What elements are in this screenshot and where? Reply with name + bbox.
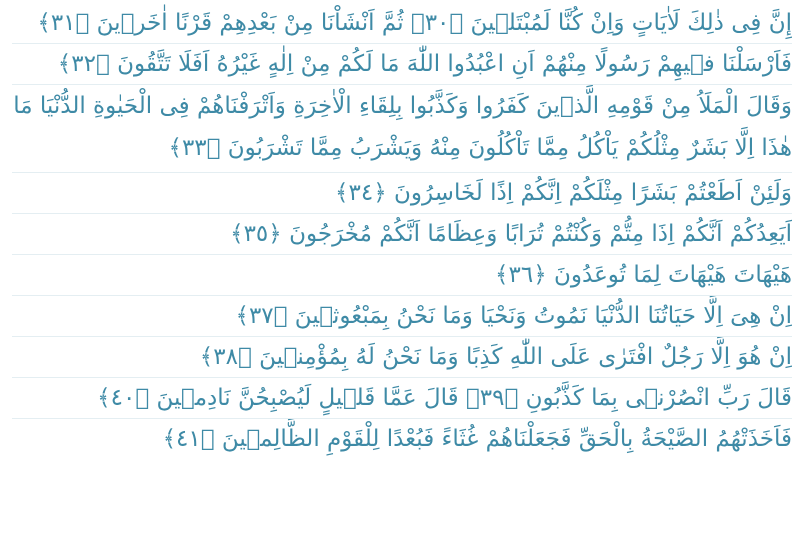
verse-line-41: فَاَخَذَتْهُمُ الصَّيْحَةُ بِالْحَقِّ فَجَعَلْنَاهُمْ غُثَاءً فَبُعْدًا لِلْقَوْمِ الظَّالِمٖينَ ﴿٤١﴾ xyxy=(162,426,792,452)
verse-line-32: فَاَرْسَلْنَا فٖيهِمْ رَسُولًا مِنْهُمْ اَنِ اعْبُدُوا اللّٰهَ مَا لَكُمْ مِنْ اِلٰهٍ غَيْرُهُ اَفَلَا تَتَّقُونَ ﴿٣٢﴾ xyxy=(12,44,792,85)
verse-line-37: اِنْ هِىَ اِلَّا حَيَاتُنَا الدُّنْيَا نَمُوتُ وَنَحْيَا وَمَا نَحْنُ بِمَبْعُوثٖينَ ﴿٣٧﴾ xyxy=(12,296,792,337)
verse-line-35: اَيَعِدُكُمْ اَنَّكُمْ اِذَا مِتُّمْ وَكُنْتُمْ تُرَابًا وَعِظَامًا اَنَّكُمْ مُخْرَجُونَ ﴿٣٥﴾ xyxy=(12,214,792,255)
verse-line-38: اِنْ هُوَ اِلَّا رَجُلٌ افْتَرٰى عَلَى اللّٰهِ كَذِبًا وَمَا نَحْنُ لَهُ بِمُؤْمِنٖينَ ﴿٣٨﴾ xyxy=(12,337,792,378)
verse-line-34: وَلَئِنْ اَطَعْتُمْ بَشَرًا مِثْلَكُمْ اِنَّكُمْ اِذًا لَخَاسِرُونَ ﴿٣٤﴾ xyxy=(12,173,792,214)
verse-line-36: هَيْهَاتَ هَيْهَاتَ لِمَا تُوعَدُونَ ﴿٣٦﴾ xyxy=(12,255,792,296)
verse-line-30-31: إِنَّ فِى ذٰلِكَ لَاٰيَاتٍ وَاِنْ كُنَّا لَمُبْتَلٖينَ ﴿٣٠﴾ ثُمَّ اَنْشَاْنَا مِنْ بَعْدِهِمْ قَرْنًا اٰخَرٖينَ ﴿٣١﴾ xyxy=(12,3,792,44)
verse-line-33: وَقَالَ الْمَلَاُ مِنْ قَوْمِهِ الَّذٖينَ كَفَرُوا وَكَذَّبُوا بِلِقَاءِ الْاٰخِرَةِ وَاَتْرَفْنَاهُمْ فِى الْحَيٰوةِ الدُّنْيَا مَا هٰذَا اِلَّا بَشَرٌ مِثْلُكُمْ يَاْكُلُ مِمَّا تَاْكُلُونَ مِنْهُ وَيَشْرَبُ مِمَّا تَشْرَبُونَ ﴿٣٣﴾ xyxy=(12,85,792,173)
verse-line-39-40: قَالَ رَبِّ انْصُرْنٖى بِمَا كَذَّبُونِ ﴿٣٩﴾ قَالَ عَمَّا قَلٖيلٍ لَيُصْبِحُنَّ نَادِمٖينَ ﴿٤٠﴾ xyxy=(12,378,792,419)
